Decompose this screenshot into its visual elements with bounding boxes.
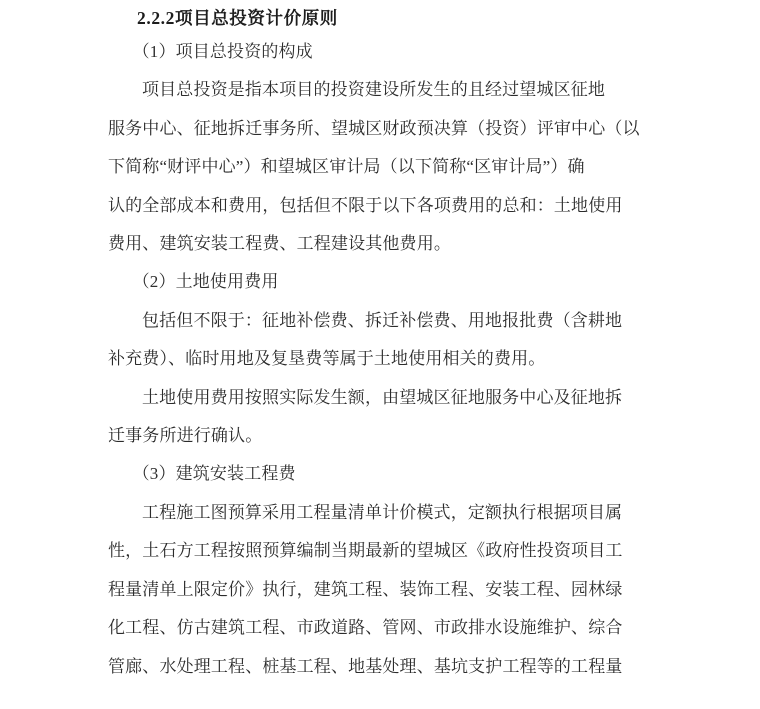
body-line: 迁事务所进行确认。 <box>108 426 263 446</box>
section-3 <box>108 455 654 685</box>
body-line: 性，土石方工程按照预算编制当期最新的望城区《政府性投资项目工 <box>108 541 623 561</box>
body-line: 化工程、仿古建筑工程、市政道路、管网、市政排水设施维护、综合 <box>108 618 623 638</box>
section-heading: 2.2.2项目总投资计价原则 <box>137 8 338 28</box>
body-line: 补充费）、临时用地及复垦费等属于土地使用相关的费用。 <box>108 349 546 369</box>
section-3-label: （3）建筑安装工程费 <box>132 464 296 484</box>
section-2-body <box>108 302 654 379</box>
body-line: 土地使用费用按照实际发生额，由望城区征地服务中心及征地拆 <box>142 387 623 407</box>
section-2 <box>108 263 654 455</box>
page-content <box>108 0 654 686</box>
body-line: 项目总投资是指本项目的投资建设所发生的且经过望城区征地 <box>142 80 606 100</box>
body-line: 服务中心、征地拆迁事务所、望城区财政预决算（投资）评审中心（以 <box>108 118 640 138</box>
body-line: 工程施工图预算采用工程量清单计价模式，定额执行根据项目属 <box>142 502 623 522</box>
section-1-body <box>108 71 654 263</box>
body-line: 费用、建筑安装工程费、工程建设其他费用。 <box>108 234 451 254</box>
section-1 <box>108 33 654 263</box>
body-line: 包括但不限于：征地补偿费、拆迁补偿费、用地报批费（含耕地 <box>142 310 623 330</box>
section-2-label: （2）土地使用费用 <box>132 272 279 292</box>
body-line: 管廊、水处理工程、桩基工程、地基处理、基坑支护工程等的工程量 <box>108 656 623 676</box>
section-1-label: （1）项目总投资的构成 <box>132 42 313 61</box>
section-2-body-2 <box>108 379 654 456</box>
body-line: 认的全部成本和费用，包括但不限于以下各项费用的总和：土地使用 <box>108 195 623 215</box>
section-3-body <box>108 494 654 686</box>
body-line: 程量清单上限定价》执行，建筑工程、装饰工程、安装工程、园林绿 <box>108 579 623 599</box>
body-line: 下简称“财评中心”）和望城区审计局（以下简称“区审计局”）确 <box>108 157 585 177</box>
